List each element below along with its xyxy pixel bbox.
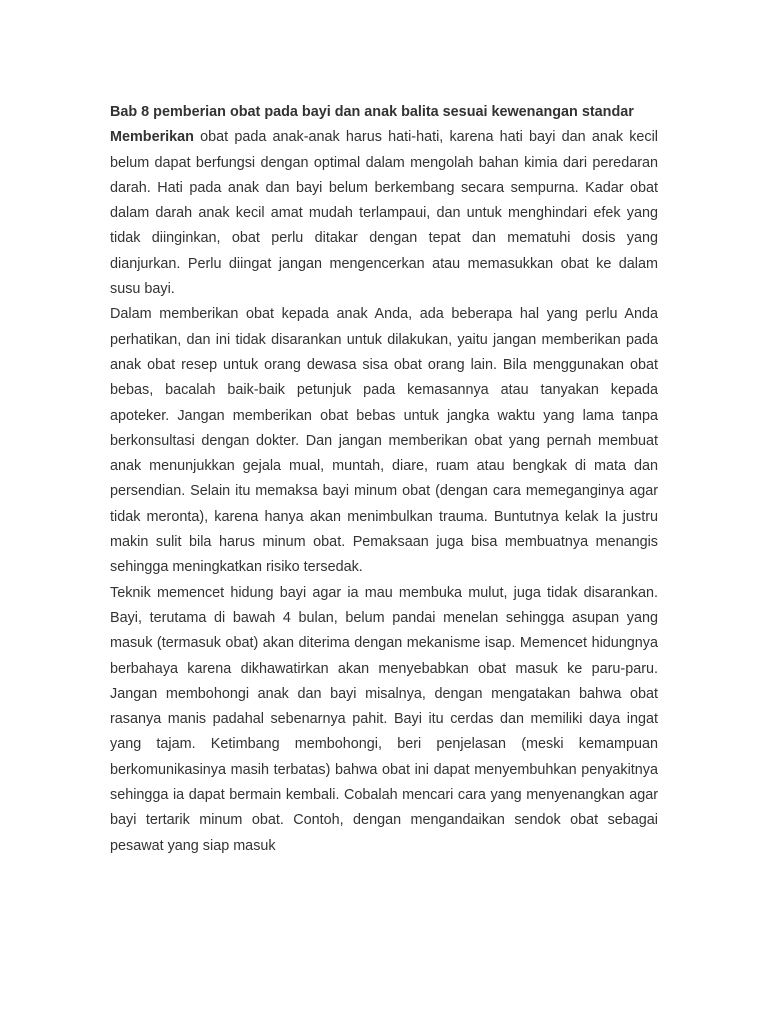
document-heading: Bab 8 pemberian obat pada bayi dan anak balita sesuai kewenangan standar bbox=[110, 104, 634, 120]
paragraph-1 bbox=[110, 125, 658, 302]
document-page bbox=[110, 100, 658, 859]
paragraph-2: Dalam memberikan obat kepada anak Anda, ada beberapa hal yang perlu Anda perhatikan, dan ini tidak disarankan untuk dilakukan, yaitu jangan memberikan pada anak obat resep untuk orang dewasa sisa obat orang lain. Bila menggunakan obat bebas, bacalah baik-baik petunjuk pada kemasannya atau tanyakan kepada apoteker. Jangan memberikan obat bebas untuk jangka waktu yang lama tanpa berkonsultasi dengan dokter. Dan jangan memberikan obat yang pernah membuat anak menunjukkan gejala mual, muntah, diare, ruam atau bengkak di mata dan persendian. Selain itu memaksa bayi minum obat (dengan cara memeganginya agar tidak meronta), karena hanya akan menimbulkan trauma. Buntutnya kelak Ia justru makin sulit bila harus minum obat. Pemaksaan juga bisa membuatnya menangis sehingga meningkatkan risiko tersedak. bbox=[110, 306, 658, 576]
paragraph-1-text: obat pada anak-anak harus hati-hati, karena hati bayi dan anak kecil belum dapat berfungsi dengan optimal dalam mengolah bahan kimia dari peredaran darah. Hati pada anak dan bayi belum berkembang secara sempurna. Kadar obat dalam darah anak kecil amat mudah terlampaui, dan untuk menghindari efek yang tidak diinginkan, obat perlu ditakar dengan tepat dan mematuhi dosis yang dianjurkan. Perlu diingat jangan mengencerkan atau memasukkan obat ke dalam susu bayi. bbox=[110, 129, 658, 298]
paragraph-3: Teknik memencet hidung bayi agar ia mau membuka mulut, juga tidak disarankan. Bayi, terutama di bawah 4 bulan, belum pandai menelan sehingga asupan yang masuk (termasuk obat) akan diterima dengan mekanisme isap. Memencet hidungnya berbahaya karena dikhawatirkan akan menyebabkan obat masuk ke paru-paru. Jangan membohongi anak dan bayi misalnya, dengan mengatakan bahwa obat rasanya manis padahal sebenarnya pahit. Bayi itu cerdas dan memiliki daya ingat yang tajam. Ketimbang membohongi, beri penjelasan (meski kemampuan berkomunikasinya masih terbatas) bahwa obat ini dapat menyembuhkan penyakitnya sehingga ia dapat bermain kembali. Cobalah mencari cara yang menyenangkan agar bayi tertarik minum obat. Contoh, dengan mengandaikan sendok obat sebagai pesawat yang siap masuk bbox=[110, 584, 658, 854]
paragraph-1-lead: Memberikan bbox=[110, 129, 194, 146]
